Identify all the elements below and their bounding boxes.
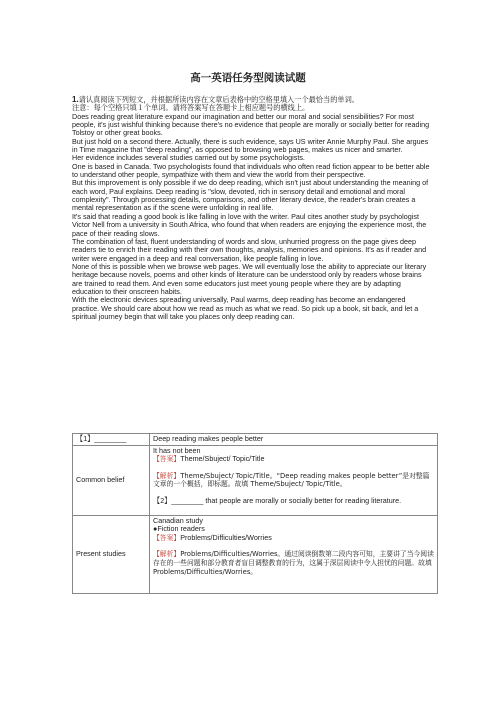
paragraph: Does reading great literature expand our imagination and better our moral and social sensibilities? For most people, it's just wishful thinking because there's no evidence that people are morally or socially better for reading Tolstoy or other great books. xyxy=(72,111,430,138)
question-note: 注意：每个空格只填１个单词。请将答案写在答题卡上相应题号的横线上。 xyxy=(72,103,310,113)
analysis-text: Problems/Difficulties/Worries。通过阅读倒数第二段内容可知，主要讲了当今阅读存在的一些问题和部分教育者盲目调整教育的行为，这属于深层阅读中令人担忧的问题。故填 Problems/Difficulties/Worries。 xyxy=(153,550,434,576)
answer-line xyxy=(153,534,434,543)
analysis-tag: 【解析】 xyxy=(153,471,181,480)
paragraph: It's said that reading a good book is like falling in love with the writer. Paul cites another study by psychologist Victor Nell from a university in South Africa, who found that when readers are enjoying the experience most, the pace of their reading slows. xyxy=(72,211,427,238)
paragraph: None of this is possible when we browse web pages. We will eventually lose the ability to appreciate our literary heritage because novels, poems and other kinds of literature can be understood only by readers whose brains are trained to read them. And even some educators just meet young people where they are by adapting education to their onscreen habits. xyxy=(72,261,427,296)
table-cell xyxy=(150,445,438,515)
table-row xyxy=(73,445,438,515)
row-label: Common belief xyxy=(73,445,150,515)
answer-text: Theme/Sbuject/ Topic/Title xyxy=(180,454,265,464)
table-cell: Deep reading makes people better xyxy=(150,434,438,446)
analysis-text: Theme/Sbuject/ Topic/Title。“Deep reading makes people better”是对整篇文章的一个概括，即标题。故填 Theme/Sbuject/ Topic/Title。 xyxy=(153,471,430,489)
answer-line xyxy=(153,455,434,464)
passage xyxy=(72,96,432,321)
paragraph: But just hold on a second there. Actually, there is such evidence, says US writer Annie Murphy Paul. She argues in Time magazine that "deep reading", as opposed to browsing web pages, makes us nicer and smarter. xyxy=(72,136,429,155)
paragraph: With the electronic devices spreading universally, Paul warms, deep reading has become an endangered practice. We should care about how we read as much as what we read. So pick up a book, sit back, and let a spiritual journey begin that will take you places only deep reading can. xyxy=(72,295,419,321)
blank-2-line: 【2】________ that people are morally or socially better for reading literature. xyxy=(153,495,402,505)
cell-text: Canadian study xyxy=(153,515,203,525)
table-row xyxy=(73,434,438,446)
cell-text: It has not been xyxy=(153,445,201,455)
answer-text: Problems/Difficulties/Worries xyxy=(180,532,272,542)
paragraph: Her evidence includes several studies carried out by some psychologists. xyxy=(72,153,305,163)
blank-1-cell: 【1】________ xyxy=(73,434,150,446)
bullet-item: ●Fiction readers xyxy=(153,524,205,534)
paragraph: The combination of fast, fluent understanding of words and slow, unhurried progress on the page gives deep readers tie to enrich their reading with their own thoughts, analysis, memories and opinions. It's as if reader and writer were engaged in a deep and real conversation, like people falling in love. xyxy=(72,236,427,263)
answer-tag: 【答案】 xyxy=(153,533,181,542)
analysis-line xyxy=(153,550,434,576)
paragraph: One is based in Canada. Two psychologists found that individuals who often read fiction appear to be better able to understand other people, sympathize with them and view the world from their perspective. xyxy=(72,161,430,180)
row-label: Present studies xyxy=(73,515,150,594)
analysis-tag: 【解析】 xyxy=(153,550,181,559)
instruction-text: 请认真阅读下列短文，并根据所读内容在文章后表格中的空格里填入一个最恰当的单词。 xyxy=(78,95,359,104)
paragraph: But this improvement is only possible if we do deep reading, which isn't just about understanding the meaning of each word, Paul explains. Deep reading is "slow, devoted, rich in sensory detail and emotional and moral complexity". Through processing details, comparisons, and other literary device, the reader's brain creates a mental representation as if the scene were unfolding in real life. xyxy=(72,178,429,213)
analysis-line xyxy=(153,472,434,489)
answer-tag: 【答案】 xyxy=(153,455,181,464)
question-number: 1. xyxy=(72,95,79,104)
table-cell xyxy=(150,515,438,594)
page-title: 高一英语任务型阅读试题 xyxy=(190,72,306,84)
table-row xyxy=(73,515,438,594)
answer-table xyxy=(72,433,438,594)
